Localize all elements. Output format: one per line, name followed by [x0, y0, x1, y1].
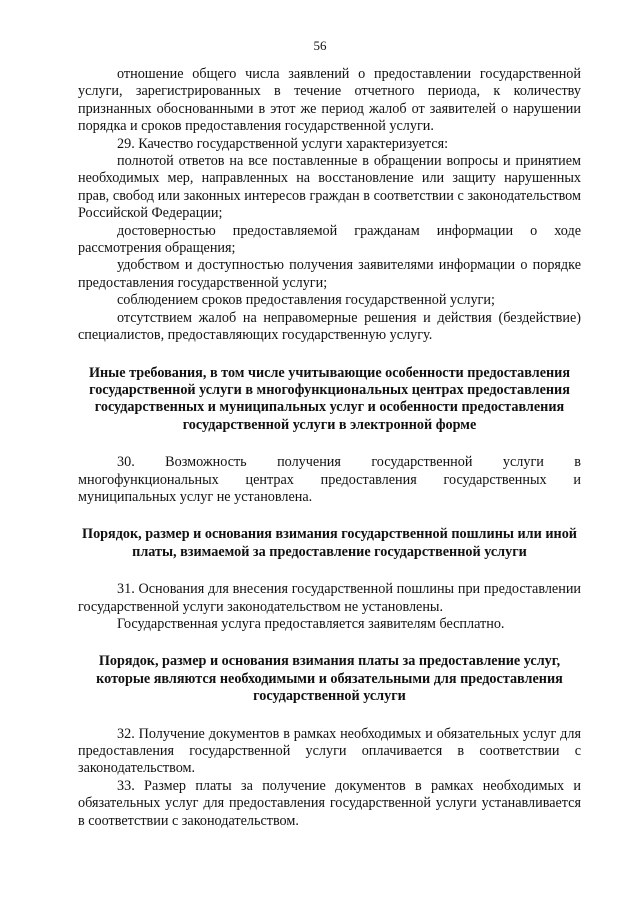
paragraph-convenience: удобством и доступностью получения заявителями информации о порядке предоставления государственной услуги;	[78, 257, 581, 291]
paragraph-32: 32. Получение документов в рамках необходимых и обязательных услуг для предоставления государственной услуги оплачивается в соответствии с законодательством.	[78, 725, 581, 777]
paragraph-free-of-charge: Государственная услуга предоставляется заявителям бесплатно.	[117, 615, 505, 632]
section-heading-other-requirements: Иные требования, в том числе учитывающие особенности предоставления государственной услуги в многофункциональных центрах предоставления государственных и муниципальных услуг и особенности предоставления государственной услуги в электронной форме	[88, 364, 571, 433]
section-heading-state-fee: Порядок, размер и основания взимания государственной пошлины или иной платы, взимаемой за предоставление государственной услуги	[82, 526, 577, 560]
paragraph-reliability: достоверностью предоставляемой гражданам информации о ходе рассмотрения обращения;	[78, 222, 581, 257]
paragraph-30: 30. Возможность получения государственной услуги в многофункциональных центрах предоставления государственных и муниципальных услуг не установлена.	[78, 454, 581, 505]
paragraph-deadlines: соблюдением сроков предоставления государственной услуги;	[117, 292, 495, 309]
paragraph-33: 33. Размер платы за получение документов в рамках необходимых и обязательных услуг для предоставления государственной услуги устанавливается в соответствии с законодательством.	[78, 777, 581, 829]
page-number: 56	[313, 38, 327, 53]
paragraph-no-complaints: отсутствием жалоб на неправомерные решения и действия (бездействие) специалистов, предоставляющих государственную услугу.	[78, 309, 581, 344]
paragraph-completeness: полнотой ответов на все поставленные в обращении вопросы и принятием необходимых мер, направленных на восстановление или защиту нарушенных прав, свобод или законных интересов граждан в соответствии с законодательством Российской Федерации;	[78, 153, 581, 222]
document-body	[78, 66, 581, 830]
section-heading-service-fee: Порядок, размер и основания взимания платы за предоставление услуг, которые являются необходимыми и обязательными для предоставления государственной услуги	[96, 653, 563, 705]
paragraph-29: 29. Качество государственной услуги характеризуется:	[117, 135, 449, 152]
paragraph-31: 31. Основания для внесения государственной пошлины при предоставлении государственной услуги законодательством не установлены.	[78, 581, 581, 615]
paragraph-ratio-continuation: отношение общего числа заявлений о предоставлении государственной услуги, зарегистрированных в течение отчетного периода, к количеству признанных обоснованными в этот же период жалоб от заявителей о нарушении порядка и сроков предоставления государственной услуги.	[78, 66, 581, 135]
